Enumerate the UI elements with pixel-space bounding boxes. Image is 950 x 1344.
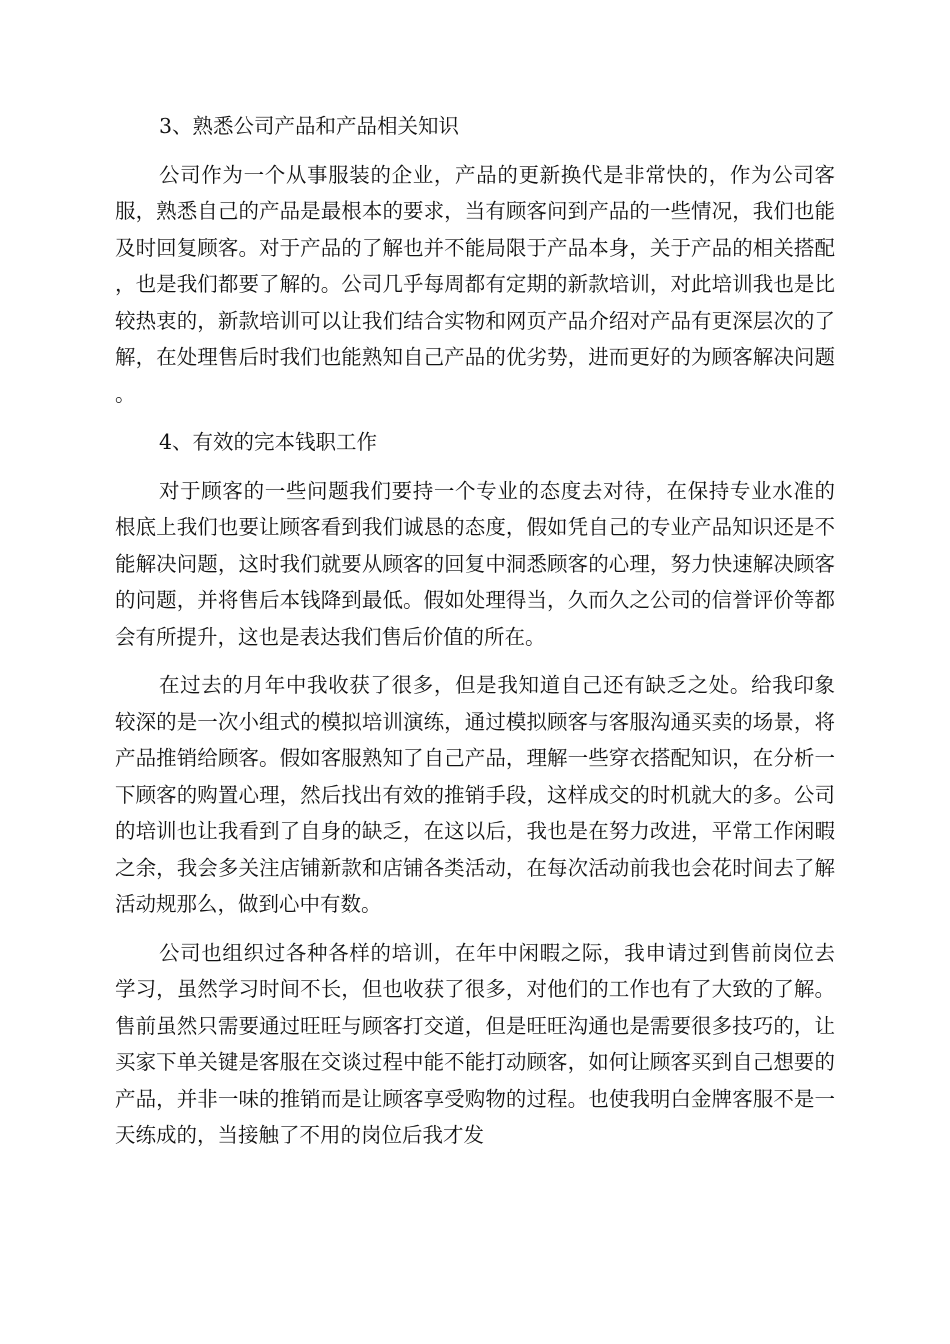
- paragraph-customer-attitude: 对于顾客的一些问题我们要持一个专业的态度去对待，在保持专业水准的根底上我们也要让顾客看到我们诚恳的态度，假如凭自己的专业产品知识还是不能解决问题，这时我们就要从顾客的回复中洞悉顾客的心理，努力快速解决顾客的问题，并将售后本钱降到最低。假如处理得当，久而久之公司的信誉评价等都会有所提升，这也是表达我们售后价值的所在。: [115, 478, 835, 649]
- paragraph-product-knowledge: 公司作为一个从事服装的企业，产品的更新换代是非常快的，作为公司客服，熟悉自己的产品是最根本的要求，当有顾客问到产品的一些情况，我们也能及时回复顾客。对于产品的了解也并不能局限于产品本身，关于产品的相关搭配，也是我们都要了解的。公司几乎每周都有定期的新款培训，对此培训我也是比较热衷的，新款培训可以让我们结合实物和网页产品介绍对产品有更深层次的了解，在处理售后时我们也能熟知自己产品的优劣势，进而更好的为顾客解决问题。: [115, 162, 835, 406]
- section-heading-3: 3、熟悉公司产品和产品相关知识: [159, 114, 460, 138]
- paragraph-training: 公司也组织过各种各样的培训，在年中闲暇之际，我申请过到售前岗位去学习，虽然学习时间不长，但也收获了很多，对他们的工作也有了大致的了解。售前虽然只需要通过旺旺与顾客打交道，但是旺旺沟通也是需要很多技巧的，让买家下单关键是客服在交谈过程中能不能打动顾客，如何让顾客买到自己想要的产品，并非一味的推销而是让顾客享受购物的过程。也使我明白金牌客服不是一天练成的，当接触了不用的岗位后我才发: [115, 940, 835, 1147]
- document-body: [115, 108, 835, 1166]
- paragraph-past-year: 在过去的月年中我收获了很多，但是我知道自己还有缺乏之处。给我印象较深的是一次小组式的模拟培训演练，通过模拟顾客与客服沟通买卖的场景，将产品推销给顾客。假如客服熟知了自己产品，理解一些穿衣搭配知识，在分析一下顾客的购置心理，然后找出有效的推销手段，这样成交的时机就大的多。公司的培训也让我看到了自身的缺乏，在这以后，我也是在努力改进，平常工作闲暇之余，我会多关注店铺新款和店铺各类活动，在每次活动前我也会花时间去了解活动规那么，做到心中有数。: [115, 673, 835, 916]
- section-heading-4: 4、有效的完本钱职工作: [159, 430, 378, 454]
